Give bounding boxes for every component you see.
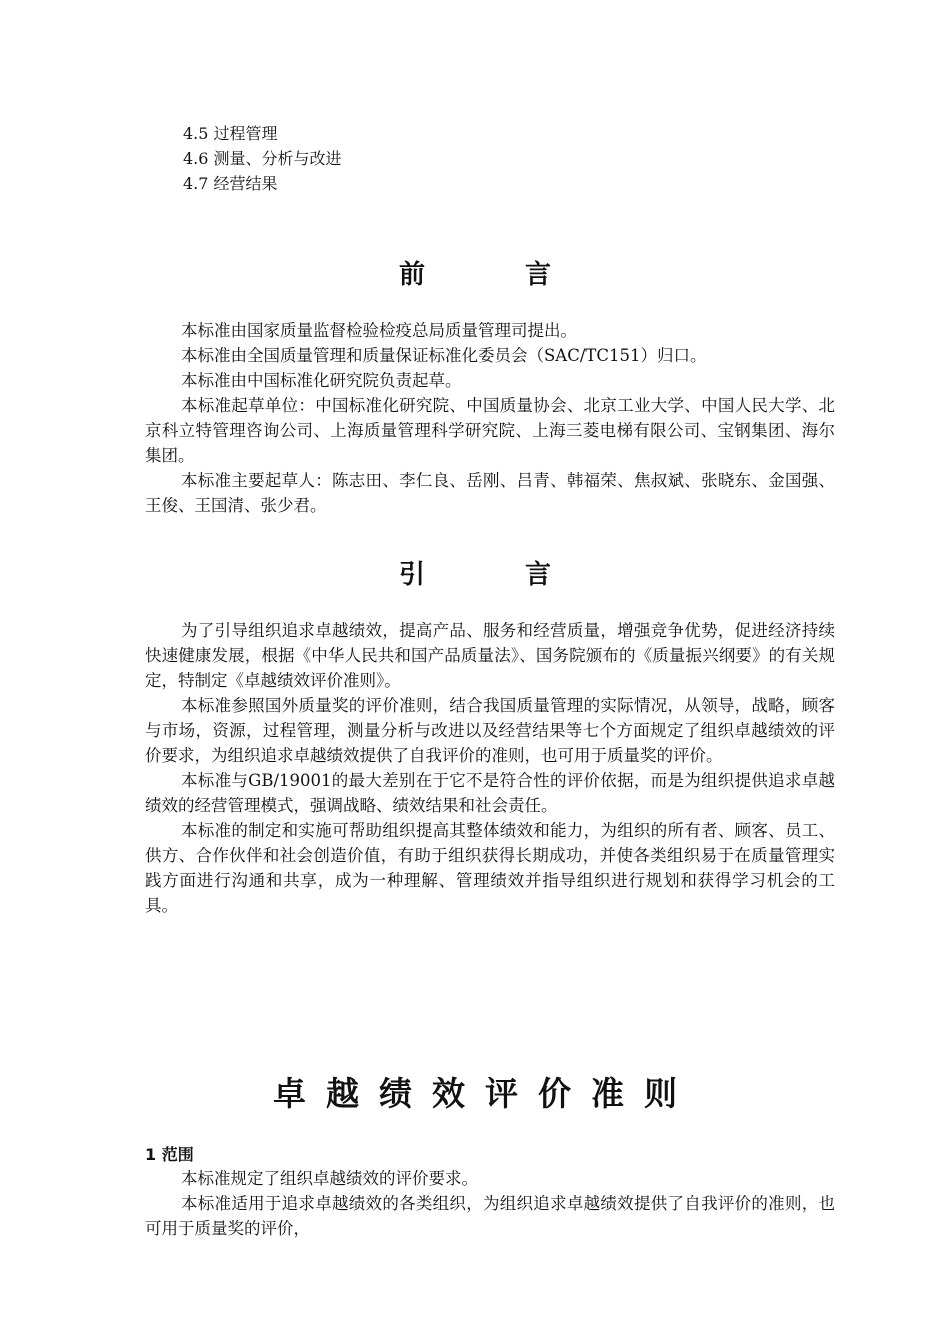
toc-item: 4.6 测量、分析与改进 bbox=[183, 149, 342, 168]
introduction-body bbox=[145, 618, 835, 918]
toc-item: 4.5 过程管理 bbox=[183, 124, 278, 143]
scope-heading: 1 范围 bbox=[145, 1145, 194, 1164]
introduction-paragraph: 本标准的制定和实施可帮助组织提高其整体绩效和能力，为组织的所有者、顾客、员工、供方、合作伙伴和社会创造价值，有助于组织获得长期成功，并使各类组织易于在质量管理实践方面进行沟通和共享，成为一种理解、管理绩效并指导组织进行规划和获得学习机会的工具。 bbox=[145, 821, 835, 915]
foreword-paragraph: 本标准由国家质量监督检验检疫总局质量管理司提出。 bbox=[181, 321, 577, 340]
scope-body bbox=[145, 1166, 835, 1241]
scope-paragraph: 本标准规定了组织卓越绩效的评价要求。 bbox=[181, 1169, 478, 1188]
foreword-paragraph: 本标准起草单位：中国标准化研究院、中国质量协会、北京工业大学、中国人民大学、北京科立特管理咨询公司、上海质量管理科学研究院、上海三菱电梯有限公司、宝钢集团、海尔集团。 bbox=[145, 396, 835, 465]
foreword-heading: 前言 bbox=[398, 260, 651, 290]
foreword-paragraph: 本标准由全国质量管理和质量保证标准化委员会（SAC/TC151）归口。 bbox=[181, 346, 707, 365]
foreword-paragraph: 本标准由中国标准化研究院负责起草。 bbox=[181, 371, 462, 390]
scope-paragraph: 本标准适用于追求卓越绩效的各类组织，为组织追求卓越绩效提供了自我评价的准则，也可用于质量奖的评价， bbox=[145, 1194, 835, 1238]
foreword-body bbox=[145, 318, 835, 518]
foreword-paragraph: 本标准主要起草人：陈志田、李仁良、岳刚、吕青、韩福荣、焦叔斌、张晓东、金国强、王俊、王国清、张少君。 bbox=[145, 471, 835, 515]
introduction-paragraph: 本标准与GB/19001的最大差别在于它不是符合性的评价依据，而是为组织提供追求卓越绩效的经营管理模式，强调战略、绩效结果和社会责任。 bbox=[145, 771, 835, 815]
standard-title: 卓越绩效评价准则 bbox=[273, 1074, 697, 1113]
introduction-paragraph: 本标准参照国外质量奖的评价准则，结合我国质量管理的实际情况，从领导，战略，顾客与市场，资源，过程管理，测量分析与改进以及经营结果等七个方面规定了组织卓越绩效的评价要求，为组织追求卓越绩效提供了自我评价的准则，也可用于质量奖的评价。 bbox=[145, 696, 835, 765]
toc-item: 4.7 经营结果 bbox=[183, 174, 278, 193]
table-of-contents bbox=[183, 121, 683, 196]
introduction-heading: 引言 bbox=[398, 560, 651, 590]
introduction-paragraph: 为了引导组织追求卓越绩效，提高产品、服务和经营质量，增强竞争优势，促进经济持续快速健康发展，根据《中华人民共和国产品质量法》、国务院颁布的《质量振兴纲要》的有关规定，特制定《卓越绩效评价准则》。 bbox=[145, 621, 835, 690]
